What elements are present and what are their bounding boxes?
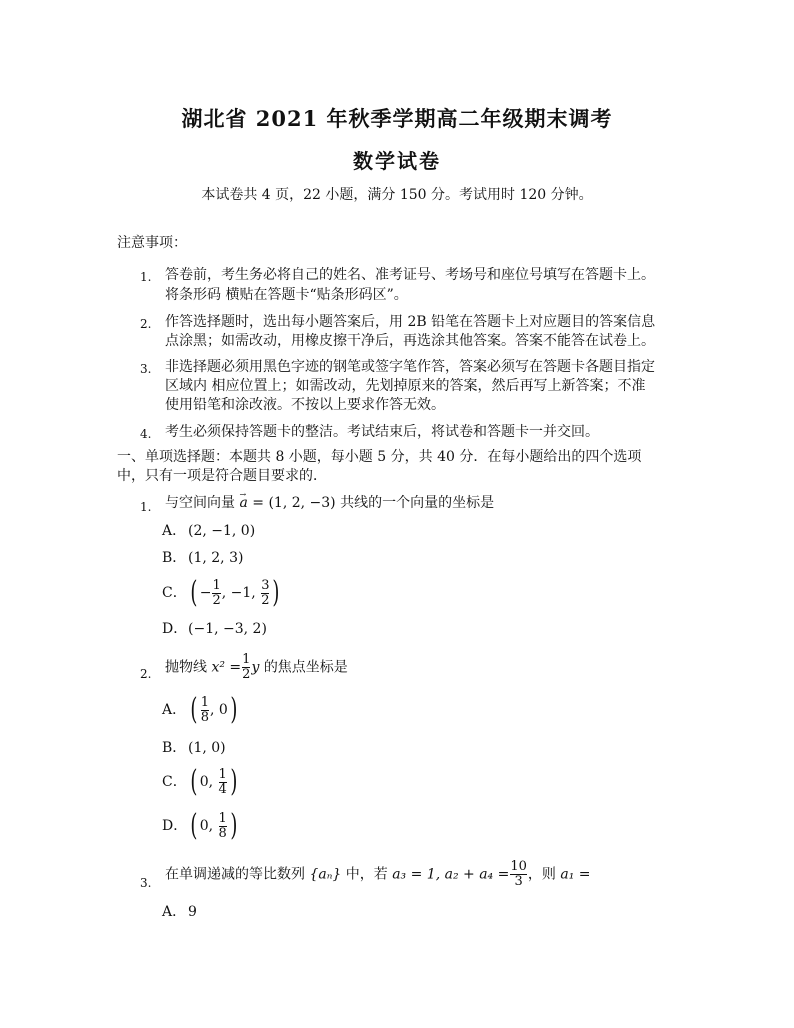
stem-text: 抛物线 <box>165 659 207 676</box>
option-letter: A． <box>162 904 187 920</box>
exam-title: 湖北省 2021 年秋季学期高二年级期末调考 <box>181 106 613 131</box>
option-a <box>162 521 255 542</box>
option-a: A． ( $\frac{1}{8}$ , 0) <box>162 692 238 727</box>
vector-expression: = (1, 2, −3) <box>247 495 336 511</box>
vector-a: → a <box>239 493 247 514</box>
section-heading: 中，只有一项是符合题目要求的． <box>117 468 327 484</box>
option-value: 0, <box>199 818 218 834</box>
option-letter: A． <box>162 702 187 718</box>
sequence: {aₙ} <box>309 866 342 883</box>
question-number: 1. <box>140 500 152 514</box>
option-value: (1, 2, 3) <box>188 550 244 566</box>
exam-subtitle: 数学试卷 <box>353 149 441 173</box>
note-line: 考生必须保持答题卡的整洁。考试结束后，将试卷和答题卡一并交回。 <box>165 424 599 440</box>
note-number: 3. <box>140 362 152 376</box>
option-value: (−1, −3, 2) <box>188 621 267 637</box>
option-letter: B． <box>162 740 187 756</box>
option-c: C． ( 0, $\frac{1}{4}$ ) <box>162 764 238 799</box>
condition: a₃ = 1, a₂ + a₄ = <box>392 866 510 883</box>
fraction: $\frac{1}{8}$ <box>218 810 227 841</box>
fraction: $\frac{1}{8}$ <box>200 694 209 725</box>
stem-text: 的焦点坐标是 <box>263 659 348 676</box>
fraction: $\frac{10}{3}$ <box>510 859 527 889</box>
option-c: C． ( − $\frac{1}{2}$ , −1, $\frac{3}{2}$ ) <box>162 575 280 610</box>
note-line: 答卷前，考生务必将自己的姓名、准考证号、考场号和座位号填写在答题卡上。 <box>165 267 655 283</box>
note-number: 4. <box>140 427 152 441</box>
exam-info: 本试卷共 4 页，22 小题，满分 150 分。考试用时 120 分钟。 <box>201 187 593 203</box>
variable: y <box>251 659 260 676</box>
note-number: 1. <box>140 270 152 284</box>
option-b <box>162 548 243 569</box>
notes-heading: 注意事项： <box>117 235 187 251</box>
option-letter: C． <box>162 585 187 601</box>
question-3-stem <box>165 860 590 889</box>
option-letter: C． <box>162 774 187 790</box>
fraction: $\frac{3}{2}$ <box>261 577 270 608</box>
note-line: 作答选择题时，选出每小题答案后，用 2B 铅笔在答题卡上对应题目的答案信息 <box>165 314 656 330</box>
option-letter: D． <box>162 621 188 637</box>
option-letter: A． <box>162 523 187 539</box>
option-value: , 0 <box>210 702 228 718</box>
note-line: 使用铅笔和涂改液。不按以上要求作答无效。 <box>165 397 445 413</box>
note-line: 非选择题必须用黑色字迹的钢笔或签字笔作答，答案必须写在答题卡各题目指定 <box>165 359 655 375</box>
note-line: 区域内 相应位置上；如需改动，先划掉原来的答案，然后再写上新答案；不准 <box>165 378 646 394</box>
parabola-lhs: x² = <box>211 659 242 676</box>
option-value: (2, −1, 0) <box>188 523 256 539</box>
option-a <box>162 902 197 923</box>
option-value: 0, <box>199 774 218 790</box>
stem-text: ，则 <box>527 866 556 883</box>
stem-text: 中，若 <box>345 866 388 883</box>
option-letter: D． <box>162 818 188 834</box>
stem-text: 在单调递减的等比数列 <box>165 866 305 883</box>
option-b <box>162 738 226 759</box>
stem-text: 共线的一个向量的坐标是 <box>340 495 495 511</box>
stem-text: 与空间向量 <box>165 495 235 511</box>
question-number: 3. <box>140 876 152 890</box>
section-heading: 一、单项选择题：本题共 8 小题，每小题 5 分，共 40 分．在每小题给出的四个选项 <box>117 449 642 465</box>
question-number: 2. <box>140 667 152 681</box>
option-value: 9 <box>188 904 197 920</box>
option-value: (1, 0) <box>188 740 226 756</box>
option-letter: B． <box>162 550 187 566</box>
note-number: 2. <box>140 317 152 331</box>
fraction: $\frac{1}{2}$ <box>242 652 251 682</box>
option-value: − <box>199 585 212 601</box>
question-2-stem <box>165 653 348 682</box>
fraction: $\frac{1}{4}$ <box>218 766 227 797</box>
fraction: $\frac{1}{2}$ <box>212 577 221 608</box>
option-d: D． ( 0, $\frac{1}{8}$ ) <box>162 808 238 843</box>
option-d <box>162 619 267 640</box>
ask: a₁ = <box>560 866 591 883</box>
note-line: 将条形码 横贴在答题卡“贴条形码区”。 <box>165 287 408 303</box>
note-line: 点涂黑；如需改动，用橡皮擦干净后，再选涂其他答案。答案不能答在试卷上。 <box>165 333 655 349</box>
option-value: , −1, <box>221 585 261 601</box>
question-1-stem <box>165 493 494 514</box>
